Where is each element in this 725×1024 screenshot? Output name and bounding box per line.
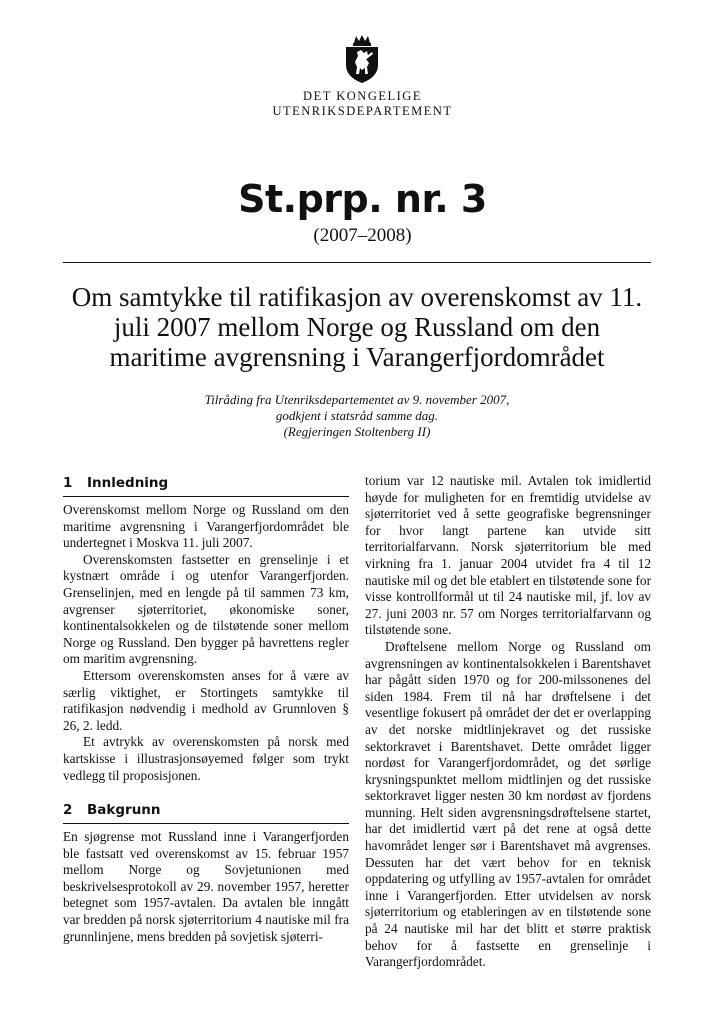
paragraph: Overenskomst mellom Norge og Russland om den maritime avgrensning i Varangerfjordområdet ble undertegnet i Moskva 11. juli 2007. — [63, 502, 349, 551]
recommendation-line: (Regjeringen Stoltenberg II) — [283, 424, 431, 439]
section-body — [63, 829, 349, 945]
section-title: Bakgrunn — [87, 802, 161, 818]
paragraph: Overenskomsten fastsetter en grenselinje i et kystnært område i og utenfor Varangerfjorden. Grenselinjen, med en lengde på til sammen 73 km, avgrenser sjøterritoriet, økonomiske soner, kontinentalsokkelen og de tilstøtende soner mellom Norge og Russland. Den bygger på havrettens regler om maritim avgrensning. — [63, 551, 349, 667]
session-years: (2007–2008) — [313, 225, 412, 246]
right-column-body — [365, 473, 651, 971]
section-heading — [63, 801, 349, 819]
norwegian-coat-of-arms-icon — [341, 34, 383, 84]
section-body — [63, 502, 349, 784]
section-title: Innledning — [87, 475, 169, 491]
section-rule — [63, 823, 349, 824]
department-name-line1: DET KONGELIGE — [303, 89, 422, 103]
paragraph: Drøftelsene mellom Norge og Russland om avgrensningen av kontinentalsokkelen i Barentshavet har pågått siden 1970 og for 200-milssonenes del siden 1984. Frem til nå har drøftelsene i det vesentlige fokusert på området der det er overlapping av det norske midtlinjekravet og det russiske sektorkravet i Barentshavet. Dette området ligger nordøst for Varangerfjordområdet, og det sørlige krysningspunktet mellom midtlinjen og det russiske sektorkravet ligger nesten 30 km nordøst av fjordens munning. Helt siden avgrensningsdrøftelsene startet, har det imidlertid vært på det rene at også dette havområdet lenger sør i Barentshavet må avgrenses. Dessuten har det vært behov for en teknisk oppdatering og utfylling av 1957-avtalen for området inne i Varangerfjorden. Etter utvidelsen av norsk sjøterritorium og etableringen av en tilstøtende sone på 24 nautiske mil har det blitt et større praktisk behov for å fastsette en grenselinje i Varangerfjordområdet. — [365, 638, 651, 970]
department-name-line2: UTENRIKSDEPARTEMENT — [272, 104, 453, 118]
recommendation-line: godkjent i statsråd samme dag. — [275, 408, 439, 423]
paragraph: En sjøgrense mot Russland inne i Varangerfjorden ble fastsatt ved overenskomst av 15. februar 1957 mellom Norge og Sovjetunionen med beskrivelsesprotokoll av 29. november 1957, heretter betegnet som 1957-avtalen. Da avtalen ble inngått var bredden på norsk sjøterritorium 4 nautiske mil fra grunnlinjene, mens bredden på sovjetisk sjøterri- — [63, 829, 349, 944]
paragraph: torium var 12 nautiske mil. Avtalen tok imidlertid høyde for muligheten for en fremtidig utvidelse av sjøterritoriet ved å sette geografiske begrensninger for hvor langt partene kan utvide sitt territorialfarvann. Norsk sjøterritorium ble med virkning fra 1. januar 2004 utvidet fra 4 til 12 nautiske mil og det ble etablert en tilstøtende sone for visse kontrollformål ut til 24 nautiske mil, jf. lov av 27. juni 2003 nr. 57 om Norges territorialfarvann og tilstøtende sone. — [365, 473, 651, 638]
paragraph: Ettersom overenskomsten anses for å være av særlig viktighet, er Stortingets samtykke til ratifikasjon nødvendig i medhold av Grunnloven § 26, 2. ledd. — [63, 667, 349, 733]
section-number: 1 — [63, 475, 73, 491]
recommendation-note — [63, 392, 651, 440]
document-title: Om samtykke til ratifikasjon av overenskomst av 11. juli 2007 mellom Norge og Russland om den maritime avgrensning i Varangerfjordområdet — [71, 282, 643, 372]
title-divider — [63, 262, 651, 263]
document-number: St.prp. nr. 3 — [238, 177, 487, 221]
recommendation-line: Tilråding fra Utenriksdepartementet av 9. november 2007, — [204, 392, 510, 407]
section-heading — [63, 474, 349, 492]
section-rule — [63, 496, 349, 497]
paragraph: Et avtrykk av overenskomsten på norsk med kartskisse i illustrasjonsøyemed følger som trykt vedlegg til proposisjonen. — [63, 734, 349, 783]
section-number: 2 — [63, 802, 73, 818]
